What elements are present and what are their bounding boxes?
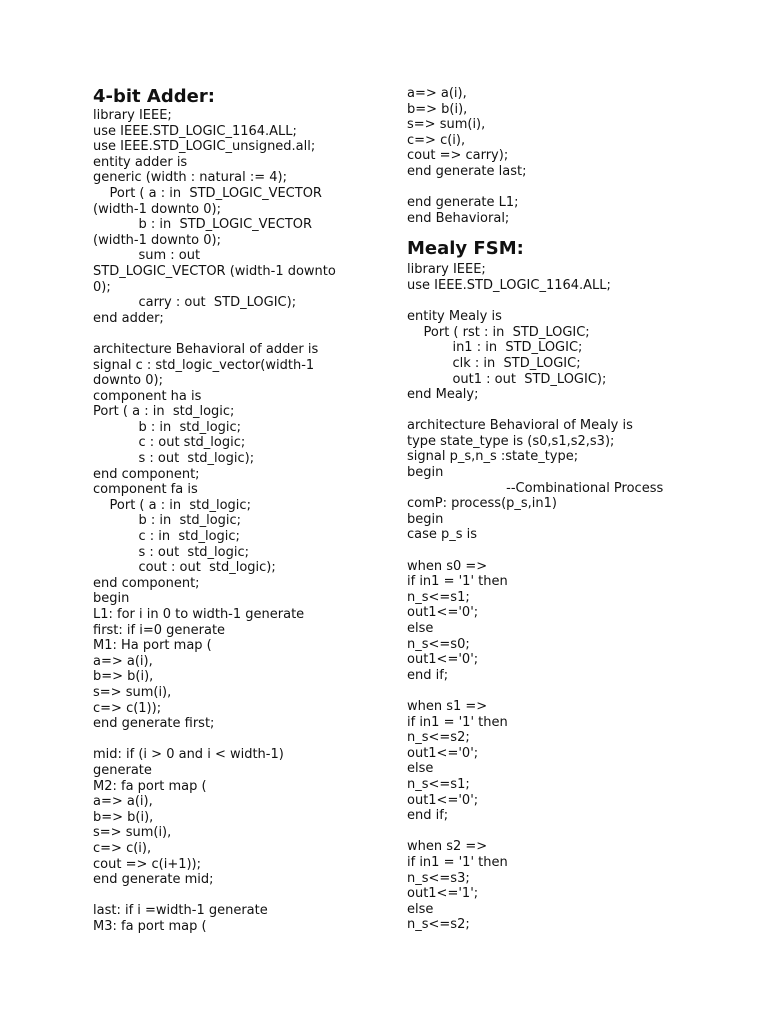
code-line: entity adder is xyxy=(93,154,188,170)
code-line: generic (width : natural := 4); xyxy=(93,170,287,186)
code-line: library IEEE; xyxy=(407,262,486,278)
right-column xyxy=(407,86,727,933)
code-line: n_s<=s2; xyxy=(407,917,470,933)
code-line: else xyxy=(407,761,434,777)
code-line: Port ( a : in STD_LOGIC_VECTOR xyxy=(93,185,322,201)
code-line: end if; xyxy=(407,667,449,683)
code-line: Port ( a : in std_logic; xyxy=(93,497,251,513)
code-line: b : in std_logic; xyxy=(93,419,242,435)
code-line: b=> b(i), xyxy=(407,101,468,117)
code-line: Port ( a : in std_logic; xyxy=(93,404,235,420)
code-line: case p_s is xyxy=(407,527,478,543)
code-line: s=> sum(i), xyxy=(93,684,172,700)
code-line: out1<='0'; xyxy=(407,792,479,808)
code-line: use IEEE.STD_LOGIC_1164.ALL; xyxy=(93,123,297,139)
code-line xyxy=(93,732,393,748)
code-line: c : in std_logic; xyxy=(93,529,240,545)
code-line: end Behavioral; xyxy=(407,210,510,226)
code-line xyxy=(407,543,727,559)
code-line: b : in STD_LOGIC_VECTOR xyxy=(93,217,313,233)
code-line xyxy=(407,180,727,196)
code-line xyxy=(93,888,393,904)
code-line: M1: Ha port map ( xyxy=(93,638,212,654)
code-line: end adder; xyxy=(93,310,164,326)
adder-code-continuation xyxy=(407,86,727,226)
code-line: end component; xyxy=(93,575,200,591)
code-line: architecture Behavioral of Mealy is xyxy=(407,418,633,434)
code-line: (width-1 downto 0); xyxy=(93,201,221,217)
code-line: b=> b(i), xyxy=(93,809,154,825)
code-line: type state_type is (s0,s1,s2,s3); xyxy=(407,433,615,449)
code-line: s=> sum(i), xyxy=(93,825,172,841)
code-line: last: if i =width-1 generate xyxy=(93,903,268,919)
code-line: a=> a(i), xyxy=(93,653,153,669)
code-line: s=> sum(i), xyxy=(407,117,486,133)
code-line xyxy=(407,683,727,699)
code-line: when s1 => xyxy=(407,698,488,714)
code-line: M2: fa port map ( xyxy=(93,778,207,794)
mealy-heading: Mealy FSM: xyxy=(407,238,524,260)
code-line: c=> c(i), xyxy=(407,132,466,148)
code-line xyxy=(407,403,727,419)
code-line: downto 0); xyxy=(93,373,163,389)
code-line: signal p_s,n_s :state_type; xyxy=(407,449,579,465)
code-line: library IEEE; xyxy=(93,108,172,123)
code-line: out1<='0'; xyxy=(407,745,479,761)
code-line xyxy=(407,294,727,310)
code-line: b=> b(i), xyxy=(93,669,154,685)
code-line: sum : out xyxy=(93,248,201,264)
code-line: begin xyxy=(407,465,444,481)
code-line: generate xyxy=(93,762,152,778)
code-line: carry : out STD_LOGIC); xyxy=(93,295,297,311)
code-line: else xyxy=(407,621,434,636)
left-column xyxy=(93,86,393,934)
code-line: entity Mealy is xyxy=(407,309,502,325)
code-line: use IEEE.STD_LOGIC_1164.ALL; xyxy=(407,277,611,293)
code-line: n_s<=s2; xyxy=(407,730,470,746)
code-line: end component; xyxy=(93,466,200,482)
code-line: end if; xyxy=(407,808,449,824)
code-line: if in1 = '1' then xyxy=(407,714,508,730)
code-line: 0); xyxy=(93,279,111,295)
code-line: end generate first; xyxy=(93,716,215,732)
code-line: end generate mid; xyxy=(93,872,214,888)
code-line: else xyxy=(407,901,434,917)
code-line: c : out std_logic; xyxy=(93,435,246,451)
code-line: Port ( rst : in STD_LOGIC; xyxy=(407,324,590,340)
code-line xyxy=(407,824,727,840)
code-line: STD_LOGIC_VECTOR (width-1 downto xyxy=(93,263,336,279)
code-line: begin xyxy=(407,511,444,527)
code-line: in1 : in STD_LOGIC; xyxy=(407,340,583,356)
code-line: M3: fa port map ( xyxy=(93,918,207,934)
mealy-code-block xyxy=(407,262,727,933)
adder-code-block xyxy=(93,108,393,934)
code-line xyxy=(93,326,393,342)
code-line: component ha is xyxy=(93,388,202,404)
code-line: signal c : std_logic_vector(width-1 xyxy=(93,357,315,373)
code-line: when s0 => xyxy=(407,558,488,574)
code-line: comP: process(p_s,in1) xyxy=(407,496,557,512)
code-line: out1 : out STD_LOGIC); xyxy=(407,371,607,387)
code-line: clk : in STD_LOGIC; xyxy=(407,355,581,371)
code-line: cout => c(i+1)); xyxy=(93,856,202,872)
code-line: s : out std_logic); xyxy=(93,451,255,467)
code-line: a=> a(i), xyxy=(407,86,467,101)
code-line: s : out std_logic; xyxy=(93,544,250,560)
code-line: out1<='1'; xyxy=(407,886,479,902)
code-line: use IEEE.STD_LOGIC_unsigned.all; xyxy=(93,139,316,155)
code-line: out1<='0'; xyxy=(407,652,479,668)
code-line: a=> a(i), xyxy=(93,794,153,810)
code-line: c=> c(i), xyxy=(93,840,152,856)
code-line: n_s<=s1; xyxy=(407,589,470,605)
code-line: n_s<=s0; xyxy=(407,636,470,652)
code-line: begin xyxy=(93,591,130,607)
code-line: end generate L1; xyxy=(407,195,519,211)
code-line: out1<='0'; xyxy=(407,605,479,621)
code-line: first: if i=0 generate xyxy=(93,622,226,638)
adder-heading: 4-bit Adder: xyxy=(93,86,215,107)
code-line: end Mealy; xyxy=(407,387,479,403)
code-line: n_s<=s1; xyxy=(407,776,470,792)
code-line: architecture Behavioral of adder is xyxy=(93,341,319,357)
code-line: mid: if (i > 0 and i < width-1) xyxy=(93,747,284,763)
code-line: cout : out std_logic); xyxy=(93,560,276,576)
code-line: n_s<=s3; xyxy=(407,870,470,886)
code-line: when s2 => xyxy=(407,839,488,855)
code-line: L1: for i in 0 to width-1 generate xyxy=(93,607,305,622)
code-line: b : in std_logic; xyxy=(93,513,242,529)
code-line: c=> c(1)); xyxy=(93,700,162,716)
code-line: end generate last; xyxy=(407,163,527,179)
code-line: if in1 = '1' then xyxy=(407,854,508,870)
code-line: component fa is xyxy=(93,482,198,498)
code-line: if in1 = '1' then xyxy=(407,574,508,590)
code-line: (width-1 downto 0); xyxy=(93,232,221,248)
code-line: --Combinational Process xyxy=(407,480,664,496)
code-line: cout => carry); xyxy=(407,148,509,164)
